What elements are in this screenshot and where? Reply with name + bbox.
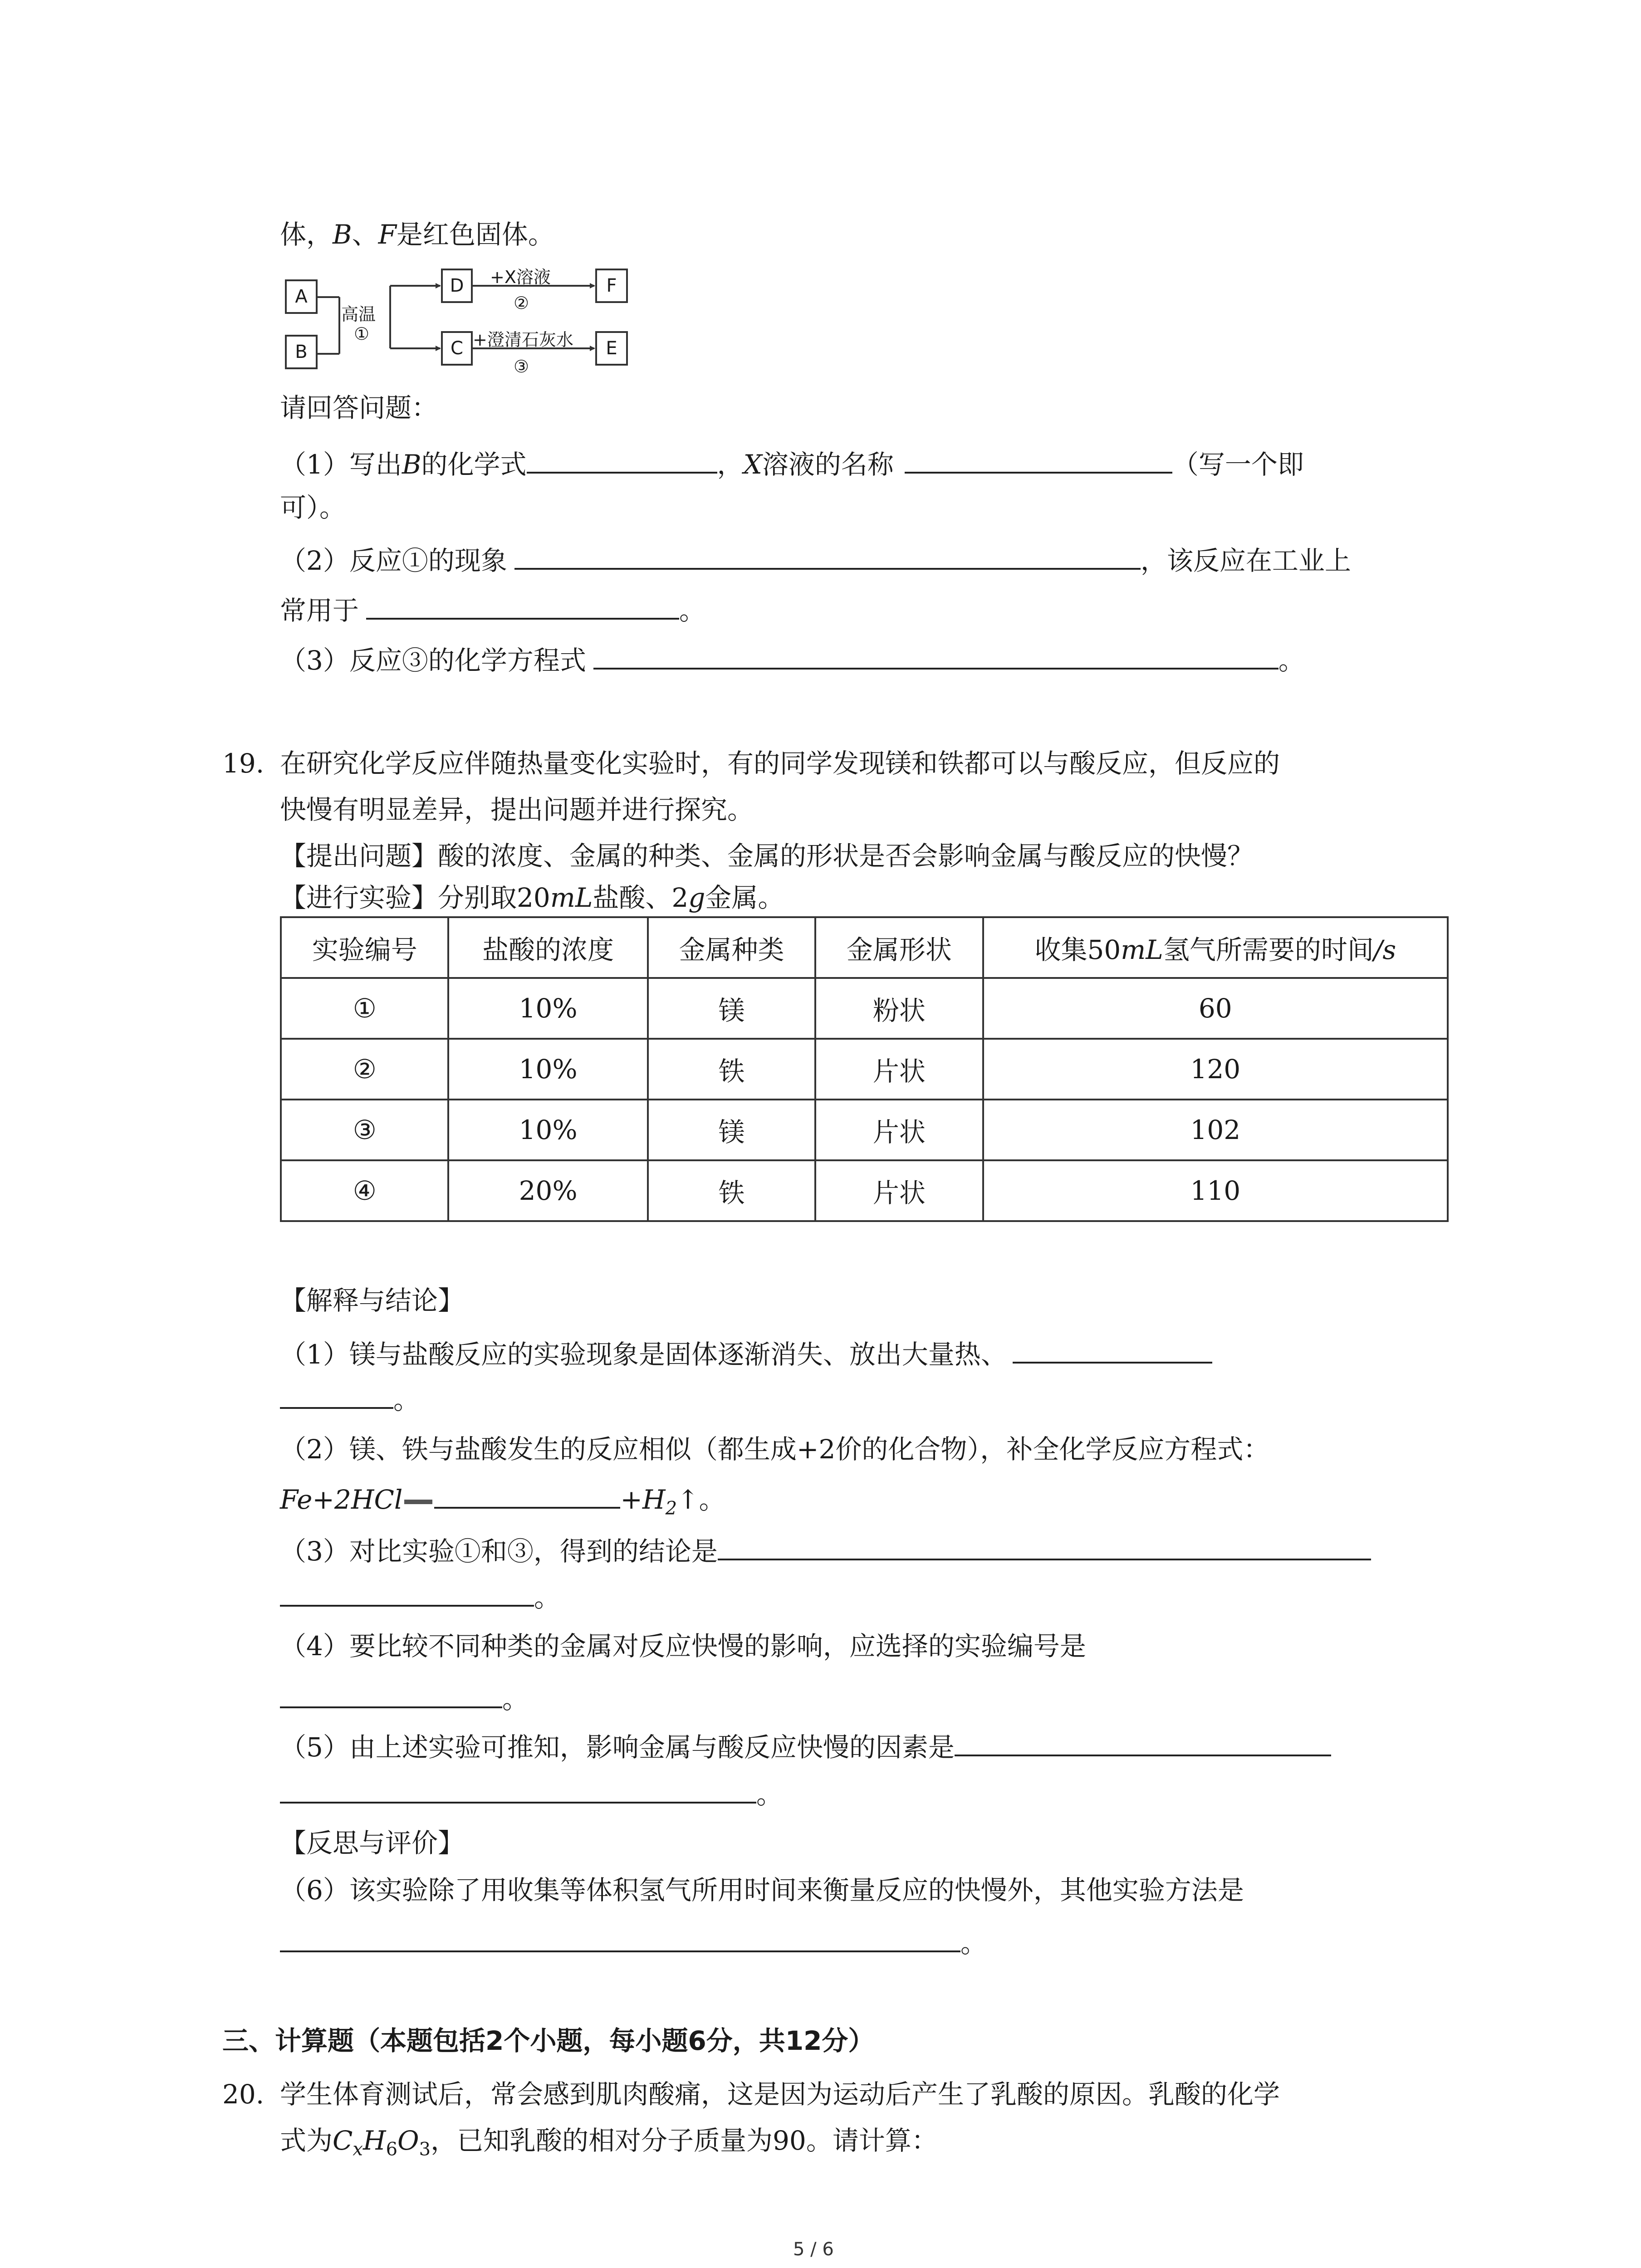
q18-part3-line — [280, 644, 1305, 674]
q19-s4-line1: （4）要比较不同种类的金属对反应快慢的影响，应选择的实验编号是 — [280, 1631, 1086, 1662]
table-header-cell-time — [983, 917, 1448, 978]
table-cell: 片状 — [815, 1100, 983, 1160]
q19-s5-line1 — [280, 1731, 1331, 1763]
table-cell: 120 — [983, 1039, 1448, 1100]
q19-exp-c: mL — [550, 882, 593, 913]
gas-arrow-icon: ↑ — [677, 1484, 699, 1515]
answer-blank-reaction1-phenomenon[interactable] — [514, 544, 1141, 570]
diagram-arrow2-num: ② — [514, 293, 529, 313]
diagram-box-a: A — [285, 279, 318, 314]
table-header-cell: 盐酸的浓度 — [448, 917, 647, 978]
q19-s6-line1: （6）该实验除了用收集等体积氢气所用时间来衡量反应的快慢外，其他实验方法是 — [280, 1875, 1244, 1906]
q18-p1-f: 溶液的名称 — [762, 449, 894, 480]
table-cell: 20% — [448, 1160, 647, 1221]
diagram-box-d: D — [441, 269, 473, 303]
answer-blank-s3-a[interactable] — [718, 1535, 1371, 1560]
th-time-a: 收集 — [1034, 934, 1087, 965]
q19-s5-a: （5）由上述实验可推知，影响金属与酸反应快慢的因素是 — [280, 1732, 955, 1763]
formula-x: x — [353, 2139, 363, 2160]
q19-s6-line2 — [280, 1927, 987, 1959]
q20-l2-b: ，已知乳酸的相对分子质量为90。请计算： — [431, 2125, 938, 2156]
table-header-cell: 实验编号 — [281, 917, 448, 978]
q19-s3-b: 。 — [534, 1582, 561, 1613]
answer-blank-s3-b[interactable] — [280, 1581, 534, 1607]
table-cell: 10% — [448, 978, 647, 1039]
q19-line1: 在研究化学反应伴随热量变化实验时，有的同学发现镁和铁都可以与酸反应，但反应的 — [280, 748, 1280, 779]
table-header-row — [281, 917, 1448, 978]
q19-line2: 快慢有明显差异，提出问题并进行探究。 — [280, 794, 754, 825]
table-cell: 镁 — [648, 1100, 815, 1160]
table-cell: 片状 — [815, 1160, 983, 1221]
q18-p1-d: ， — [717, 449, 744, 480]
q19-s3-line1 — [280, 1535, 1371, 1567]
answer-blank-b-formula[interactable] — [527, 448, 717, 474]
q18-part1-line1 — [280, 448, 1304, 478]
table-cell: 粉状 — [815, 978, 983, 1039]
q20-line2 — [280, 2127, 938, 2159]
q19-s5-line2 — [280, 1778, 783, 1808]
q18-p1-c: 的化学式 — [421, 449, 527, 480]
answer-blank-s6[interactable] — [280, 1927, 960, 1952]
diagram-arrow2-label: +X溶液 — [490, 267, 551, 287]
q18-p2-b: ，该反应在工业上 — [1140, 545, 1351, 576]
formula-6: 6 — [386, 2139, 398, 2160]
diagram-box-c: C — [441, 331, 473, 366]
table-row — [281, 1039, 1448, 1100]
q19-exp — [280, 882, 784, 913]
q19-exp-e: 2 — [671, 882, 689, 913]
q19-exp-b: 20 — [517, 882, 550, 913]
q18-p2-a: （2）反应①的现象 — [280, 545, 507, 576]
diagram-box-e: E — [595, 331, 628, 366]
answer-blank-s5-b[interactable] — [280, 1778, 756, 1804]
q20-number: 20. — [222, 2079, 265, 2110]
table-cell: 60 — [983, 978, 1448, 1039]
table-cell: 铁 — [648, 1039, 815, 1100]
q19-s3-a: （3）对比实验①和③，得到的结论是 — [280, 1536, 718, 1567]
q19-ask: 【提出问题】酸的浓度、金属的种类、金属的形状是否会影响金属与酸反应的快慢？ — [280, 841, 1254, 871]
q19-s2-line1: （2）镁、铁与盐酸发生的反应相似（都生成+2价的化合物），补全化学反应方程式： — [280, 1434, 1270, 1465]
answer-blank-s5-a[interactable] — [955, 1731, 1331, 1756]
table-row — [281, 1100, 1448, 1160]
table-cell: ④ — [281, 1160, 448, 1221]
page-number: 5 / 6 — [793, 2239, 834, 2260]
q18-prompt: 请回答问题： — [280, 392, 438, 423]
table-cell: 镁 — [648, 978, 815, 1039]
th-time-e: /s — [1373, 934, 1396, 965]
table-cell: ③ — [281, 1100, 448, 1160]
table-header-cell: 金属形状 — [815, 917, 983, 978]
section-3-title: 三、计算题（本题包括2个小题，每小题6分，共12分） — [222, 2025, 875, 2056]
q18-p1-g: （写一个即 — [1172, 449, 1304, 480]
q19-s6-b: 。 — [960, 1928, 987, 1959]
q18-intro-e: 是红色固体。 — [396, 219, 554, 250]
table-cell: 铁 — [648, 1160, 815, 1221]
q18-intro-c: 、 — [352, 219, 378, 250]
q18-part1-line2: 可）。 — [280, 492, 346, 523]
table-cell: 10% — [448, 1100, 647, 1160]
q19-s1-line2 — [280, 1383, 420, 1413]
diagram-arrow3-label: +澄清石灰水 — [473, 330, 573, 350]
table-cell: 10% — [448, 1039, 647, 1100]
table-row — [281, 1160, 1448, 1221]
formula-c: C — [333, 2125, 353, 2156]
q18-p1-e: X — [743, 449, 762, 480]
answer-blank-x-solution[interactable] — [905, 448, 1172, 474]
answer-blank-industrial-use[interactable] — [366, 594, 679, 620]
table-cell: 片状 — [815, 1039, 983, 1100]
q19-s5-b: 。 — [756, 1779, 783, 1810]
q19-s3-line2 — [280, 1581, 560, 1611]
table-row — [281, 978, 1448, 1039]
q19-s4-line2 — [280, 1683, 529, 1715]
q18-p2-c: 常用于 — [280, 595, 359, 626]
q19-exp-d: 盐酸、 — [593, 882, 672, 913]
equation-h: +H — [620, 1484, 666, 1515]
th-time-c: mL — [1121, 934, 1163, 965]
q18-intro-b: B — [333, 219, 352, 250]
answer-blank-s1-a[interactable] — [1013, 1338, 1212, 1364]
q19-exp-f: g — [688, 882, 705, 913]
q19-exp-g: 金属。 — [705, 882, 784, 913]
diagram-arrow3-num: ③ — [514, 357, 529, 376]
q20-line1: 学生体育测试后，常会感到肌肉酸痛，这是因为运动后产生了乳酸的原因。乳酸的化学 — [280, 2079, 1280, 2110]
q18-p1-b: B — [402, 449, 421, 480]
q18-p3-a: （3）反应③的化学方程式 — [280, 645, 586, 676]
q18-p3-b: 。 — [1278, 645, 1305, 676]
q19-number: 19. — [222, 748, 265, 779]
q18-part2-line2 — [280, 594, 705, 624]
th-time-b: 50 — [1087, 934, 1121, 965]
q18-part2-line1 — [280, 544, 1351, 574]
q19-s1-line1 — [280, 1338, 1212, 1368]
equation-end: 。 — [699, 1484, 725, 1515]
table-header-cell: 金属种类 — [648, 917, 815, 978]
q18-p2-d: 。 — [679, 595, 706, 626]
table-cell: ② — [281, 1039, 448, 1100]
diagram-box-b: B — [285, 335, 318, 369]
th-time-d: 氢气所需要的时间 — [1163, 934, 1374, 965]
table-cell: ① — [281, 978, 448, 1039]
q19-s1-b: 。 — [393, 1384, 420, 1415]
table-cell: 110 — [983, 1160, 1448, 1221]
equation-left: Fe+2HCl — [280, 1484, 403, 1515]
answer-blank-s1-b[interactable] — [280, 1383, 393, 1409]
q18-intro-d: F — [378, 219, 397, 250]
q18-intro-line — [280, 221, 554, 248]
q19-s4-b: 。 — [502, 1684, 529, 1715]
answer-blank-s4[interactable] — [280, 1683, 502, 1708]
equation-sub: 2 — [665, 1498, 677, 1519]
experiment-table — [280, 916, 1449, 1222]
q18-intro-a: 体， — [280, 219, 333, 250]
q19-reflect-title: 【反思与评价】 — [280, 1828, 465, 1858]
q19-exp-a: 【进行实验】分别取 — [280, 882, 517, 913]
table-cell: 102 — [983, 1100, 1448, 1160]
q19-explain-title: 【解释与结论】 — [280, 1285, 465, 1316]
answer-blank-equation-product[interactable] — [434, 1483, 620, 1509]
q19-s2-equation — [280, 1483, 725, 1518]
formula-o: O — [397, 2125, 419, 2156]
equals-bar — [404, 1500, 432, 1504]
diagram-box-f: F — [595, 269, 628, 303]
formula-h: H — [362, 2125, 386, 2156]
diagram-cond1-label: 高温 — [341, 304, 376, 324]
q18-p1-a: （1）写出 — [280, 449, 402, 480]
q19-s1-a: （1）镁与盐酸反应的实验现象是固体逐渐消失、放出大量热、 — [280, 1339, 1007, 1370]
formula-3: 3 — [419, 2139, 431, 2160]
diagram-cond1-num: ① — [354, 324, 370, 344]
answer-blank-reaction3-equation[interactable] — [593, 644, 1279, 670]
q20-l2-a: 式为 — [280, 2125, 333, 2156]
